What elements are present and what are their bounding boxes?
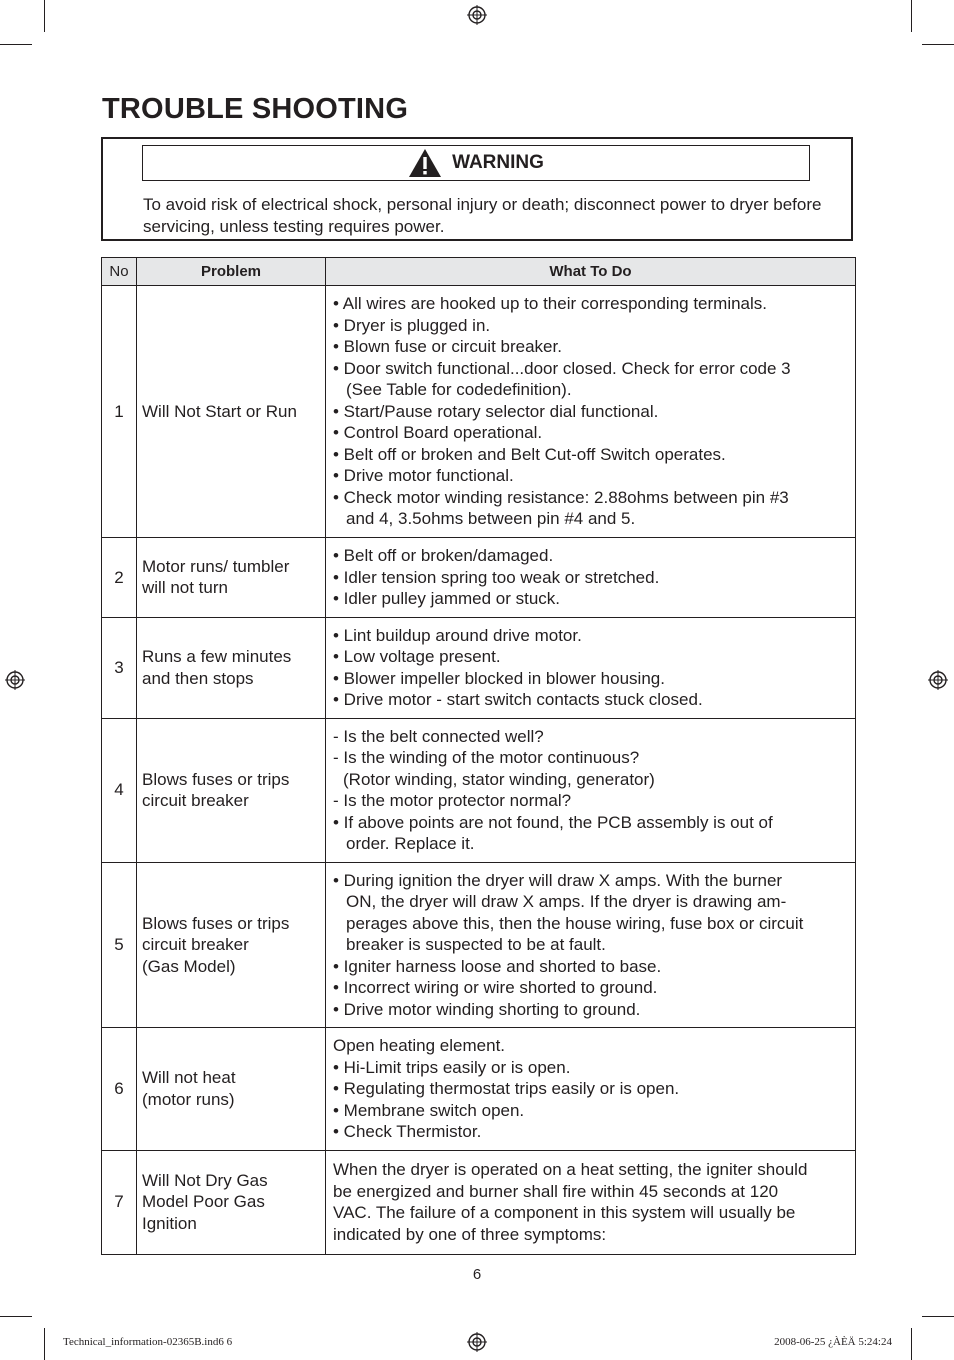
- registration-mark-right-icon: [928, 670, 948, 690]
- page-title: TROUBLE SHOOTING: [102, 93, 409, 125]
- problem-cell: [137, 718, 326, 862]
- todo-line: • Drive motor functional.: [333, 466, 514, 486]
- problem-line: (motor runs): [142, 1089, 235, 1109]
- todo-line: - Is the belt connected well?: [333, 726, 544, 746]
- what-to-do-cell: [326, 286, 856, 538]
- crop-mark-top-left-h: [0, 44, 32, 45]
- problem-cell: [137, 1150, 326, 1254]
- todo-line: • Drive motor winding shorting to ground.: [333, 999, 641, 1019]
- crop-mark-top-left-v: [44, 0, 45, 32]
- table-row: [102, 862, 856, 1028]
- problem-line: Will Not Start or Run: [142, 401, 297, 421]
- todo-line: • Blower impeller blocked in blower housing.: [333, 668, 665, 688]
- todo-line: • Low voltage present.: [333, 647, 501, 666]
- todo-line: • Belt off or broken and Belt Cut-off Switch operates.: [333, 444, 726, 464]
- troubleshooting-table: [101, 257, 856, 1255]
- problem-line: Will not heat: [142, 1068, 236, 1088]
- warning-label: WARNING: [452, 152, 544, 173]
- warning-text: To avoid risk of electrical shock, personal injury or death; disconnect power to dryer before servicing, unless testing requires power.: [143, 195, 822, 236]
- todo-line: • Door switch functional...door closed. Check for error code 3: [333, 358, 791, 378]
- problem-line: Model Poor Gas: [142, 1192, 265, 1212]
- todo-line: VAC. The failure of a component in this system will usually be: [333, 1203, 796, 1222]
- what-to-do-cell: [326, 718, 856, 862]
- page-number: 6: [472, 1266, 482, 1283]
- registration-mark-bottom-icon: [467, 1332, 487, 1352]
- todo-line: • During ignition the dryer will draw X amps. With the burner: [333, 870, 783, 890]
- todo-line: • Hi-Limit trips easily or is open.: [333, 1057, 571, 1077]
- problem-cell: [137, 1028, 326, 1151]
- footer-file-info: Technical_information-02365B.ind6 6: [63, 1336, 233, 1348]
- table-row: [102, 1150, 856, 1254]
- crop-mark-bottom-left-v: [44, 1328, 45, 1360]
- table-row: [102, 617, 856, 718]
- problem-line: Blows fuses or trips: [142, 913, 290, 933]
- table-header-row: [102, 258, 856, 286]
- what-to-do-cell: [326, 862, 856, 1028]
- todo-line: • Idler pulley jammed or stuck.: [333, 589, 561, 608]
- todo-line: • Check motor winding resistance: 2.88ohms between pin #3: [333, 487, 789, 507]
- row-number: 4: [102, 718, 137, 862]
- todo-line: breaker is suspected to be at fault.: [346, 935, 606, 954]
- todo-line: • Membrane switch open.: [333, 1100, 525, 1120]
- todo-line: • Idler tension spring too weak or stretched.: [333, 567, 660, 587]
- row-number: 7: [102, 1150, 137, 1254]
- row-number: 1: [102, 286, 137, 538]
- todo-line: perages above this, then the house wiring, fuse box or circuit: [346, 913, 804, 933]
- todo-line: ON, the dryer will draw X amps. If the dryer is drawing am-: [346, 892, 787, 911]
- table-row: [102, 286, 856, 538]
- what-to-do-cell: [326, 1028, 856, 1151]
- todo-line: • Start/Pause rotary selector dial functional.: [333, 401, 659, 421]
- todo-line: • Dryer is plugged in.: [333, 315, 491, 335]
- table-row: [102, 538, 856, 618]
- header-problem: Problem: [137, 258, 326, 286]
- problem-cell: [137, 617, 326, 718]
- problem-line: Motor runs/ tumbler: [142, 556, 290, 576]
- todo-line: • Drive motor - start switch contacts stuck closed.: [333, 690, 703, 709]
- warning-box: [101, 137, 853, 241]
- todo-line: - Is the motor protector normal?: [333, 791, 572, 810]
- row-number: 5: [102, 862, 137, 1028]
- row-number: 6: [102, 1028, 137, 1151]
- what-to-do-cell: [326, 1150, 856, 1254]
- registration-mark-left-icon: [5, 670, 25, 690]
- todo-line: (Rotor winding, stator winding, generator): [343, 769, 655, 789]
- todo-line: (See Table for codedefinition).: [346, 380, 572, 400]
- crop-mark-bottom-right-v: [911, 1328, 912, 1360]
- todo-line: • If above points are not found, the PCB assembly is out of: [333, 812, 773, 832]
- table-row: [102, 1028, 856, 1151]
- problem-line: Ignition: [142, 1213, 197, 1233]
- warning-triangle-icon: [408, 148, 442, 178]
- row-number: 2: [102, 538, 137, 618]
- problem-line: Runs a few minutes: [142, 647, 292, 666]
- problem-cell: [137, 286, 326, 538]
- todo-line: be energized and burner shall fire within 45 seconds at 120: [333, 1181, 779, 1201]
- what-to-do-cell: [326, 538, 856, 618]
- todo-line: order. Replace it.: [346, 834, 475, 853]
- problem-cell: [137, 538, 326, 618]
- todo-line: Open heating element.: [333, 1036, 506, 1055]
- footer-timestamp: 2008-06-25 ¿ÀÈÄ 5:24:24: [774, 1336, 892, 1348]
- problem-line: Will Not Dry Gas: [142, 1170, 268, 1190]
- what-to-do-cell: [326, 617, 856, 718]
- table-row: [102, 718, 856, 862]
- problem-line: circuit breaker: [142, 791, 249, 810]
- todo-line: • Igniter harness loose and shorted to base.: [333, 956, 662, 976]
- todo-line: When the dryer is operated on a heat setting, the igniter should: [333, 1160, 808, 1179]
- todo-line: • All wires are hooked up to their corresponding terminals.: [333, 294, 768, 314]
- problem-line: circuit breaker: [142, 935, 249, 954]
- header-what-to-do: What To Do: [326, 258, 856, 286]
- registration-mark-top-icon: [467, 5, 487, 25]
- todo-line: indicated by one of three symptoms:: [333, 1224, 607, 1244]
- row-number: 3: [102, 617, 137, 718]
- header-no: No: [102, 258, 137, 286]
- todo-line: • Check Thermistor.: [333, 1122, 482, 1141]
- todo-line: • Lint buildup around drive motor.: [333, 625, 582, 645]
- todo-line: - Is the winding of the motor continuous?: [333, 748, 640, 767]
- todo-line: • Control Board operational.: [333, 423, 543, 443]
- problem-line: and then stops: [142, 668, 254, 688]
- todo-line: • Belt off or broken/damaged.: [333, 546, 554, 565]
- problem-cell: [137, 862, 326, 1028]
- crop-mark-top-right-h: [922, 44, 954, 45]
- crop-mark-bottom-left-h: [0, 1316, 32, 1317]
- crop-mark-bottom-right-h: [922, 1316, 954, 1317]
- warning-header: [142, 145, 810, 181]
- todo-line: and 4, 3.5ohms between pin #4 and 5.: [346, 509, 636, 529]
- problem-line: Blows fuses or trips: [142, 769, 290, 789]
- crop-mark-top-right-v: [911, 0, 912, 32]
- problem-line: (Gas Model): [142, 956, 236, 976]
- todo-line: • Regulating thermostat trips easily or is open.: [333, 1079, 680, 1098]
- todo-line: • Incorrect wiring or wire shorted to ground.: [333, 978, 658, 997]
- todo-line: • Blown fuse or circuit breaker.: [333, 337, 562, 357]
- problem-line: will not turn: [142, 578, 228, 598]
